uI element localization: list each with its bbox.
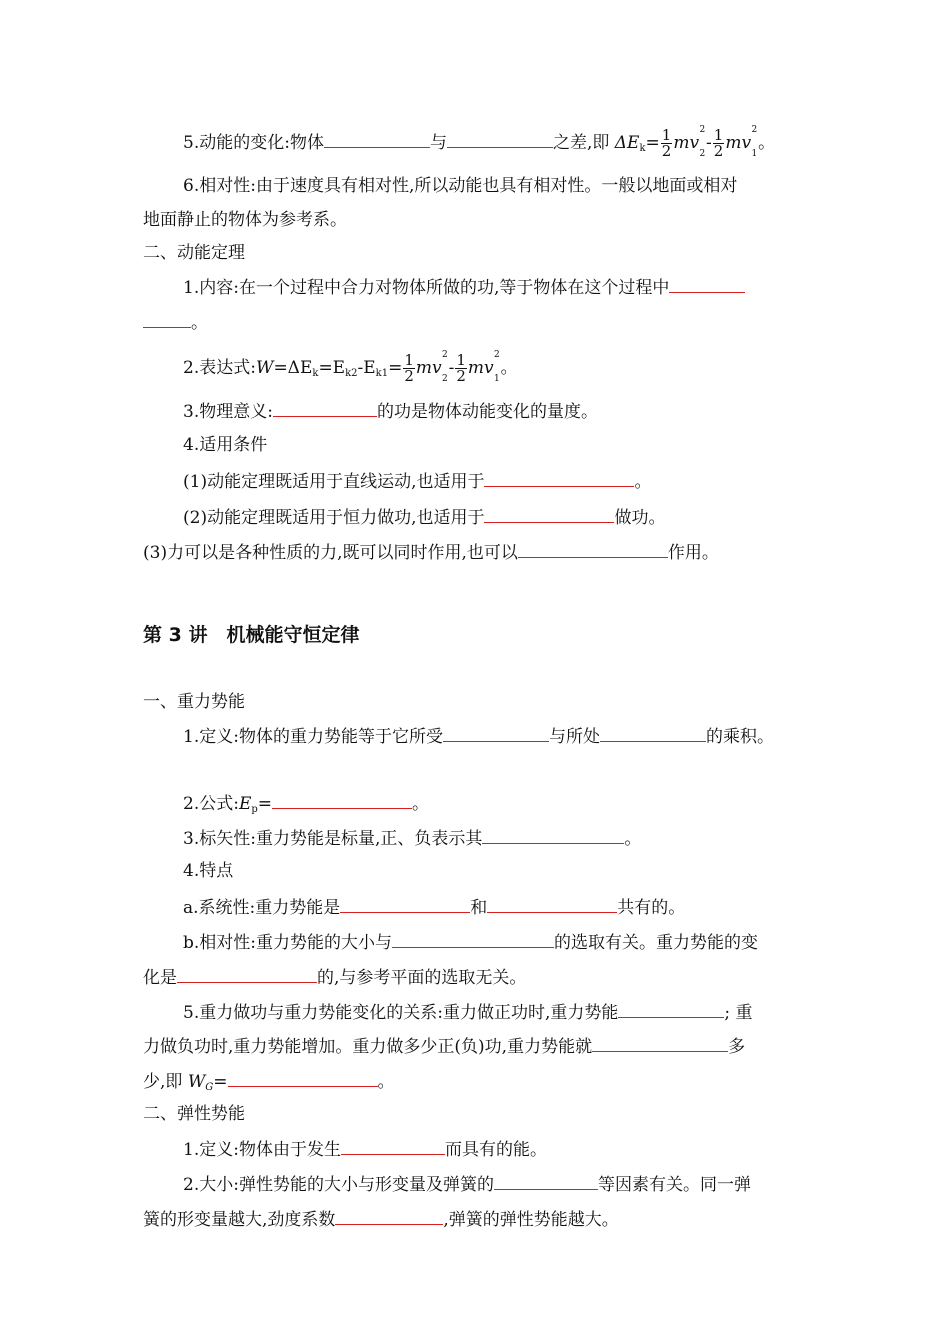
condition-1-line	[183, 468, 651, 494]
theorem-content-line-2	[143, 309, 208, 335]
text: k1	[375, 368, 389, 379]
ke-relativity-line-2: 地面静止的物体为参考系。	[143, 210, 347, 230]
text: p	[251, 804, 258, 815]
answer-blank[interactable]	[618, 999, 724, 1018]
text: 。	[624, 829, 642, 849]
text: 共有的。	[617, 898, 686, 918]
answer-blank[interactable]	[443, 723, 549, 742]
text: 多	[728, 1037, 746, 1057]
text: 2.大小:弹性势能的大小与形变量及弹簧的	[183, 1175, 494, 1195]
text: 的乘积。	[705, 727, 774, 747]
theorem-meaning-line	[183, 398, 598, 424]
text: 2	[713, 142, 724, 160]
answer-blank[interactable]	[341, 1136, 445, 1155]
text: 2	[494, 350, 500, 360]
ke-change-line	[183, 125, 776, 161]
text: 2.表达式:	[183, 358, 256, 378]
text: 。	[191, 313, 208, 333]
section-heading-gpe: 一、重力势能	[143, 692, 245, 712]
answer-blank[interactable]	[272, 790, 412, 809]
text: 2	[699, 149, 706, 159]
text: 力做负功时,重力势能增加。重力做多少正(负)功,重力势能就	[143, 1037, 593, 1057]
text: 2	[699, 125, 706, 135]
text: W	[187, 1072, 206, 1092]
text: 2	[456, 367, 466, 385]
answer-blank[interactable]	[487, 894, 617, 913]
answer-blank[interactable]	[324, 129, 430, 148]
answer-blank[interactable]	[447, 129, 553, 148]
text: =	[213, 1072, 228, 1092]
text: v	[484, 358, 494, 378]
text: 簧的形变量越大,劲度系数	[143, 1210, 336, 1230]
text: m	[467, 358, 485, 378]
text: =E	[318, 358, 346, 378]
text: 和	[470, 898, 488, 918]
velocity-term	[484, 350, 501, 384]
answer-blank[interactable]	[600, 723, 706, 742]
text: k	[312, 368, 319, 379]
text: k	[639, 143, 646, 154]
theorem-conditions-title: 4.适用条件	[183, 435, 268, 455]
formula-ke-change	[609, 125, 776, 160]
text: 2.公式:	[183, 794, 239, 814]
text: -	[448, 358, 455, 378]
answer-blank[interactable]	[340, 894, 470, 913]
text: 3.物理意义:	[183, 402, 273, 422]
text: v	[432, 358, 442, 378]
text: 5.重力做功与重力势能变化的关系:重力做正功时,重力势能	[183, 1003, 619, 1023]
fraction	[661, 128, 673, 159]
text: 与所处	[548, 727, 600, 747]
text: 2	[751, 125, 758, 135]
fraction	[713, 128, 725, 159]
condition-2-line	[183, 504, 665, 530]
text: 1	[404, 351, 414, 369]
text: 化是	[143, 968, 177, 988]
text: m	[415, 358, 433, 378]
ke-relativity-line: 6.相对性:由于速度具有相对性,所以动能也具有相对性。一般以地面或相对	[183, 176, 738, 196]
text: 1	[456, 351, 466, 369]
fraction	[403, 353, 415, 384]
epe-magnitude-line-2	[143, 1206, 619, 1232]
text: (2)动能定理既适用于恒力做功,也适用于	[183, 508, 485, 528]
gpe-work-relation-line	[183, 999, 753, 1025]
velocity-term	[689, 125, 706, 159]
section-heading-epe: 二、弹性势能	[143, 1104, 245, 1124]
text: 1	[751, 149, 758, 159]
text: m	[673, 133, 690, 153]
text: =ΔE	[273, 358, 313, 378]
epe-magnitude-line	[183, 1171, 751, 1197]
gpe-relativity-line-2	[143, 964, 526, 990]
text: 。	[377, 1072, 395, 1092]
text: 之差,即	[552, 133, 610, 153]
text: v	[741, 133, 752, 153]
text: (3)力可以是各种性质的力,既可以同时作用,也可以	[143, 543, 518, 563]
text: 与	[429, 133, 447, 153]
text: W	[255, 358, 274, 378]
theorem-content-line	[183, 274, 745, 300]
text: 的,与参考平面的选取无关。	[317, 968, 527, 988]
text: G	[205, 1082, 214, 1093]
answer-blank[interactable]	[335, 1206, 443, 1225]
text: 。	[412, 794, 430, 814]
velocity-term	[432, 350, 449, 384]
theorem-expression-line	[183, 350, 518, 386]
text: 5.动能的变化:物体	[183, 133, 324, 153]
fraction	[455, 353, 467, 384]
answer-blank[interactable]	[482, 825, 624, 844]
answer-blank[interactable]	[484, 504, 614, 523]
answer-blank[interactable]	[143, 309, 191, 328]
text: 3.标矢性:重力势能是标量,正、负表示其	[183, 829, 483, 849]
section-heading-theorem: 二、动能定理	[143, 243, 245, 263]
answer-blank[interactable]	[228, 1068, 378, 1087]
text: 等因素有关。同一弹	[597, 1175, 751, 1195]
answer-blank[interactable]	[518, 539, 668, 558]
text: 。	[500, 358, 518, 378]
text: -E	[357, 358, 376, 378]
text: (1)动能定理既适用于直线运动,也适用于	[183, 472, 485, 492]
text: 1.定义:物体的重力势能等于它所受	[183, 727, 443, 747]
gpe-work-relation-line-2	[143, 1033, 745, 1059]
text: 2	[442, 350, 448, 360]
text: 1.内容:在一个过程中合力对物体所做的功,等于物体在这个过程中	[183, 278, 670, 298]
gpe-formula-line	[183, 790, 429, 822]
text: 1.定义:物体由于发生	[183, 1140, 341, 1160]
text: 少,即	[143, 1072, 188, 1092]
answer-blank[interactable]	[484, 468, 634, 487]
text: 的选取有关。重力势能的变	[554, 933, 759, 953]
text: 2	[442, 374, 448, 384]
text: 1	[494, 374, 500, 384]
condition-3-line	[143, 539, 719, 565]
gpe-definition-line	[183, 723, 774, 749]
text: 。	[758, 133, 776, 153]
text: m	[725, 133, 742, 153]
text: =	[257, 794, 273, 814]
gpe-work-relation-line-3	[143, 1068, 395, 1100]
text: k2	[345, 368, 358, 379]
text: a.系统性:重力势能是	[183, 898, 341, 918]
text: ΔE	[614, 133, 640, 153]
text: E	[238, 794, 252, 814]
gpe-relativity-line	[183, 929, 758, 955]
gpe-systemic-line	[183, 894, 685, 920]
epe-definition-line	[183, 1136, 547, 1162]
text: 2	[661, 142, 672, 160]
text: 1	[713, 126, 724, 144]
text: v	[689, 133, 700, 153]
text: 的功是物体动能变化的量度。	[376, 402, 598, 422]
answer-blank[interactable]	[273, 398, 377, 417]
answer-blank[interactable]	[392, 929, 554, 948]
text: b.相对性:重力势能的大小与	[183, 933, 393, 953]
lecture-title: 第 3 讲 机械能守恒定律	[143, 624, 360, 646]
text: 做功。	[614, 508, 666, 528]
text: =	[645, 133, 660, 153]
answer-blank[interactable]	[494, 1171, 598, 1190]
text: 作用。	[667, 543, 719, 563]
text: 2	[404, 367, 414, 385]
velocity-term	[741, 125, 758, 159]
answer-blank[interactable]	[592, 1033, 728, 1052]
gpe-features-title: 4.特点	[183, 861, 234, 881]
text: 1	[661, 126, 672, 144]
text: ; 重	[724, 1003, 753, 1023]
answer-blank[interactable]	[669, 274, 745, 293]
text: -	[706, 133, 712, 153]
gpe-scalar-line	[183, 825, 641, 851]
text: 。	[634, 472, 652, 492]
answer-blank[interactable]	[177, 964, 317, 983]
text: =	[388, 358, 403, 378]
text: ,弹簧的弹性势能越大。	[443, 1210, 619, 1230]
text: 而具有的能。	[444, 1140, 547, 1160]
